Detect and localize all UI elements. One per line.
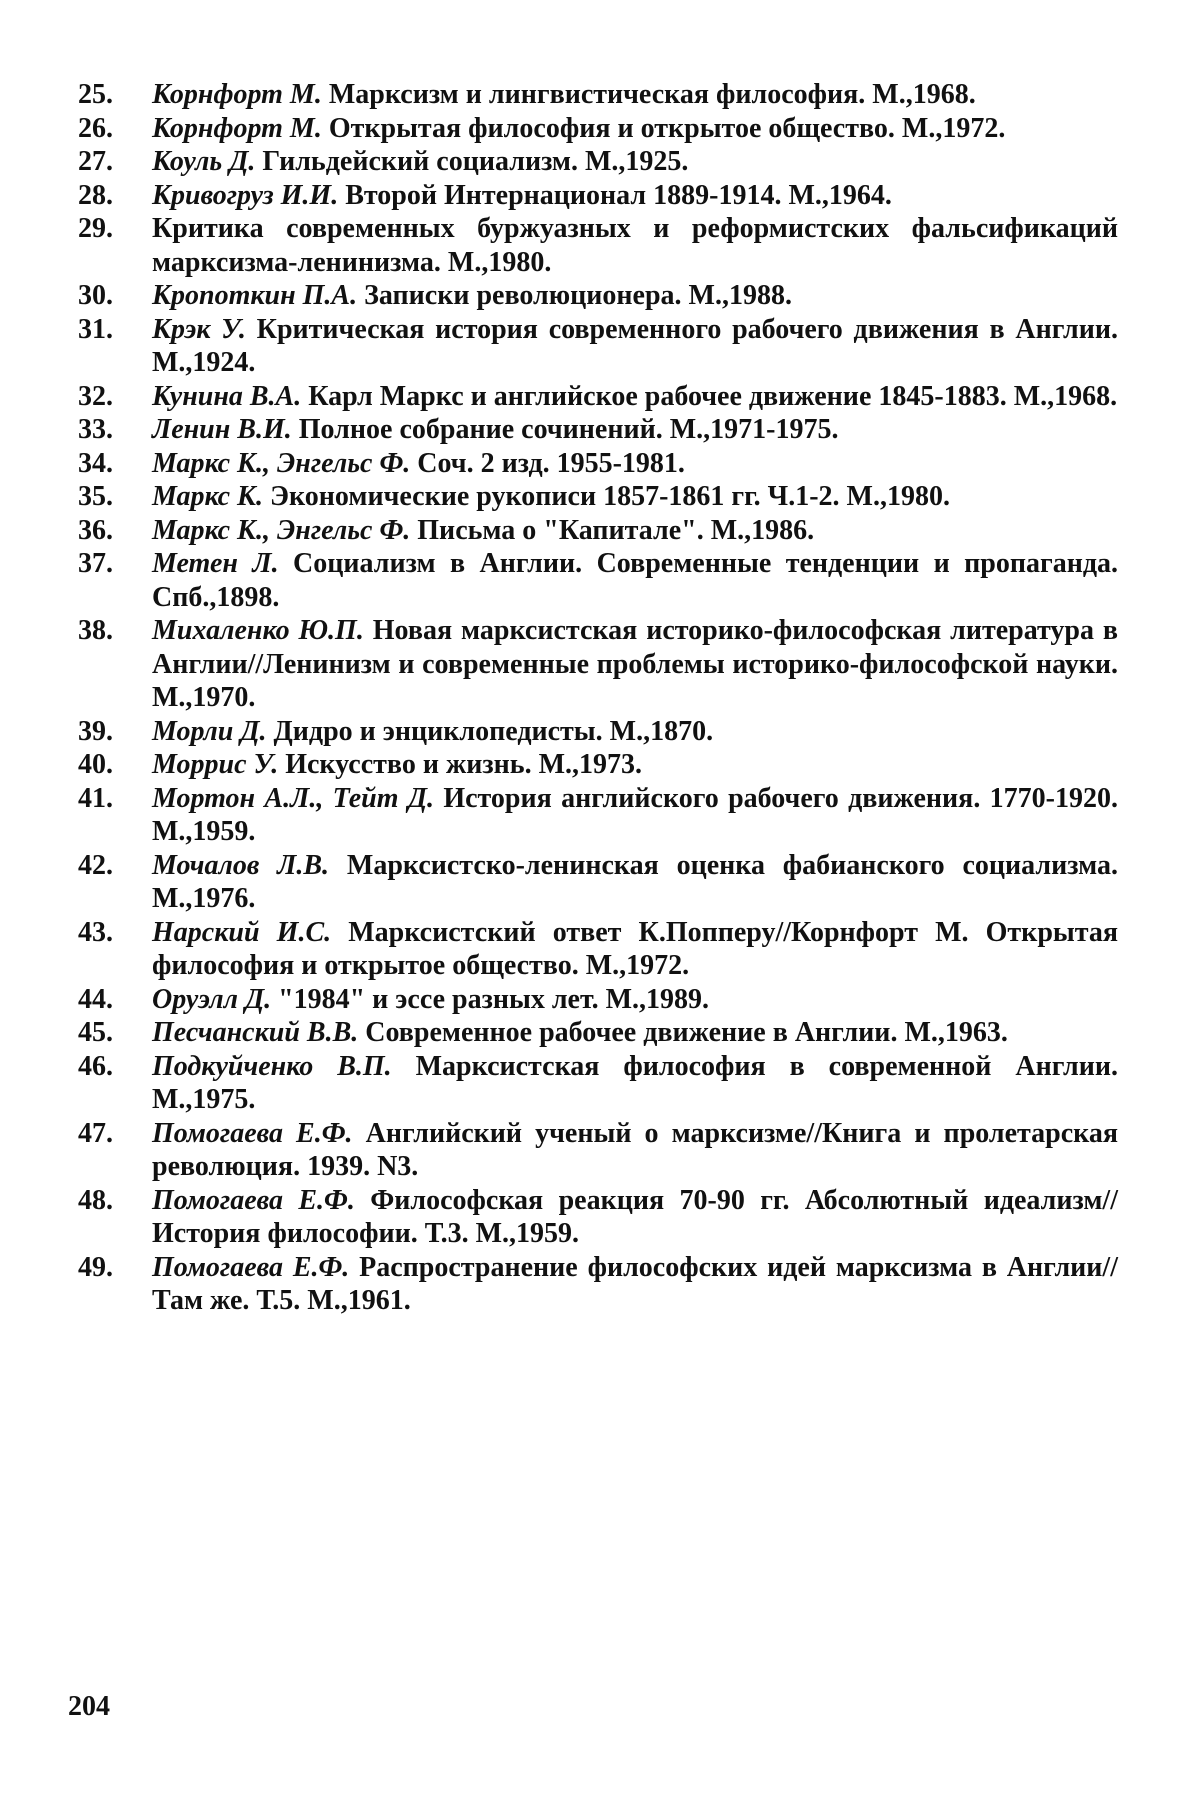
entry-number: 47. [78, 1117, 113, 1149]
entry-number: 32. [78, 380, 113, 412]
entry-body [152, 313, 1118, 380]
entry-author: Маркс К. [152, 481, 264, 512]
entry-text: Марксистско-ленинская оценка фабианского социализма. М.,1976. [152, 849, 1118, 914]
entry-body [152, 1251, 1118, 1318]
entry-author: Корнфорт М. [152, 112, 322, 144]
entry-body [152, 514, 1118, 548]
entry-number: 49. [78, 1251, 113, 1283]
bibliography-entry [78, 145, 1118, 179]
entry-body [152, 413, 1118, 447]
entry-number: 26. [78, 112, 113, 144]
entry-body [152, 212, 1118, 279]
entry-text: Марксистская философия в современной Англии. М.,1975. [152, 1050, 1118, 1115]
bibliography-entry [78, 447, 1118, 481]
entry-number: 44. [78, 983, 113, 1015]
entry-text: Гильдейский социализм. М.,1925. [255, 146, 689, 177]
entry-text: Соч. 2 изд. 1955-1981. [410, 447, 685, 479]
entry-text: История английского рабочего движения. 1770-1920. М.,1959. [152, 782, 1118, 847]
bibliography-entry [78, 514, 1118, 548]
page-number: 204 [68, 1691, 110, 1722]
bibliography-entry [78, 112, 1118, 146]
entry-text: Открытая философия и открытое общество. М.,1972. [321, 112, 1006, 144]
entry-number: 25. [78, 79, 113, 110]
bibliography-entry [78, 1050, 1118, 1117]
entry-text: Экономические рукописи 1857-1861 гг. Ч.1-2. М.,1980. [263, 481, 950, 512]
bibliography-entry [78, 1184, 1118, 1251]
bibliography-entry [78, 313, 1118, 380]
entry-author: Помогаева Е.Ф. [152, 1184, 355, 1216]
entry-number: 34. [78, 447, 113, 479]
entry-body [152, 849, 1118, 916]
bibliography-entry [78, 413, 1118, 447]
entry-body [152, 447, 1118, 481]
entry-body [152, 715, 1118, 749]
entry-body [152, 78, 1118, 112]
entry-text: Современное рабочее движение в Англии. М.,1963. [358, 1017, 1008, 1048]
bibliography-entry [78, 480, 1118, 514]
bibliography-entry [78, 614, 1118, 715]
bibliography-entry [78, 279, 1118, 313]
bibliography-entry [78, 212, 1118, 279]
entry-number: 42. [78, 849, 113, 881]
entry-text: Марксистский ответ К.Попперу//Корнфорт М. Открытая философия и открытое общество. М.,1972. [152, 916, 1118, 981]
entry-number: 39. [78, 715, 113, 747]
entry-number: 38. [78, 615, 113, 646]
entry-author: Коуль Д. [152, 146, 256, 177]
entry-text: Карл Маркс и английское рабочее движение 1845-1883. М.,1968. [301, 380, 1118, 412]
entry-body [152, 547, 1118, 614]
entry-number: 35. [78, 481, 113, 512]
entry-number: 28. [78, 179, 113, 211]
entry-text: Искусство и жизнь. М.,1973. [278, 749, 643, 780]
bibliography-entry [78, 380, 1118, 414]
entry-body [152, 380, 1118, 414]
entry-number: 30. [78, 280, 113, 311]
entry-body [152, 782, 1118, 849]
entry-text: Письма о "Капитале". М.,1986. [410, 514, 815, 546]
entry-author: Мортон А.Л., Тейт Д. [152, 782, 434, 814]
entry-text: Записки революционера. М.,1988. [357, 280, 792, 311]
entry-author: Оруэлл Д. [152, 983, 272, 1015]
entry-author: Нарский И.С. [152, 916, 332, 948]
entry-text: Критика современных буржуазных и реформистских фальсификаций марксизма-ленинизма. М.,1980. [152, 213, 1118, 278]
entry-body [152, 1117, 1118, 1184]
entry-number: 31. [78, 313, 113, 345]
entry-author: Маркс К., Энгельс Ф. [152, 447, 411, 479]
entry-body [152, 983, 1118, 1017]
entry-author: Кропоткин П.А. [152, 280, 358, 311]
entry-author: Помогаева Е.Ф. [152, 1251, 350, 1283]
entry-text: Распространение философских идей марксизма в Англии//Там же. Т.5. М.,1961. [152, 1251, 1118, 1316]
entry-text: "1984" и эссе разных лет. М.,1989. [271, 983, 710, 1015]
entry-number: 46. [78, 1050, 113, 1082]
entry-text: Философская реакция 70-90 гг. Абсолютный идеализм//История философии. Т.3. М.,1959. [152, 1184, 1118, 1249]
bibliography-entry [78, 782, 1118, 849]
entry-author: Подкуйченко В.П. [152, 1050, 392, 1082]
entry-author: Песчанский В.В. [152, 1017, 359, 1048]
entry-author: Мочалов Л.В. [152, 849, 330, 881]
entry-text: Второй Интернационал 1889-1914. М.,1964. [338, 179, 892, 211]
entry-number: 45. [78, 1017, 113, 1048]
entry-author: Корнфорт М. [152, 79, 322, 110]
entry-author: Крэк У. [152, 313, 246, 345]
entry-body [152, 1050, 1118, 1117]
entry-number: 27. [78, 146, 113, 177]
bibliography-entry [78, 1117, 1118, 1184]
bibliography-entry [78, 748, 1118, 782]
entry-author: Михаленко Ю.П. [152, 615, 364, 646]
entry-number: 29. [78, 213, 113, 244]
entry-number: 48. [78, 1184, 113, 1216]
entry-number: 40. [78, 749, 113, 780]
entry-body [152, 1184, 1118, 1251]
entry-body [152, 1016, 1118, 1050]
entry-author: Метен Л. [152, 548, 279, 579]
entry-body [152, 748, 1118, 782]
bibliography-entry [78, 547, 1118, 614]
bibliography-entry [78, 1016, 1118, 1050]
entry-text: Социализм в Англии. Современные тенденции и пропаганда. Спб.,1898. [152, 548, 1118, 613]
entry-body [152, 916, 1118, 983]
entry-number: 33. [78, 414, 113, 445]
entry-author: Моррис У. [152, 749, 279, 780]
bibliography-entry [78, 849, 1118, 916]
entry-body [152, 279, 1118, 313]
entry-body [152, 112, 1118, 146]
entry-author: Маркс К., Энгельс Ф. [152, 514, 411, 546]
entry-author: Ленин В.И. [152, 414, 292, 445]
bibliography-entry [78, 715, 1118, 749]
entry-text: Критическая история современного рабочего движения в Англии. М.,1924. [152, 313, 1118, 378]
entry-author: Кривогруз И.И. [152, 179, 339, 211]
bibliography-entry [78, 78, 1118, 112]
entry-body [152, 145, 1118, 179]
entry-body [152, 480, 1118, 514]
entry-author: Кунина В.А. [152, 380, 302, 412]
entry-body [152, 179, 1118, 213]
entry-text: Новая марксистская историко-философская литература в Англии//Ленинизм и современные проблемы историко-философской науки. М.,1970. [152, 615, 1118, 713]
entry-text: Английский ученый о марксизме//Книга и пролетарская революция. 1939. N3. [152, 1117, 1118, 1182]
entry-body [152, 614, 1118, 715]
bibliography-list [78, 78, 1118, 1318]
entry-number: 43. [78, 916, 113, 948]
bibliography-entry [78, 179, 1118, 213]
bibliography-entry [78, 983, 1118, 1017]
bibliography-entry [78, 916, 1118, 983]
entry-author: Морли Д. [152, 715, 267, 747]
entry-text: Полное собрание сочинений. М.,1971-1975. [291, 414, 839, 445]
entry-text: Марксизм и лингвистическая философия. М.,1968. [321, 79, 976, 110]
entry-text: Дидро и энциклопедисты. М.,1870. [266, 715, 714, 747]
bibliography-entry [78, 1251, 1118, 1318]
entry-number: 36. [78, 514, 113, 546]
entry-number: 41. [78, 782, 113, 814]
entry-number: 37. [78, 548, 113, 579]
entry-author: Помогаева Е.Ф. [152, 1117, 353, 1149]
